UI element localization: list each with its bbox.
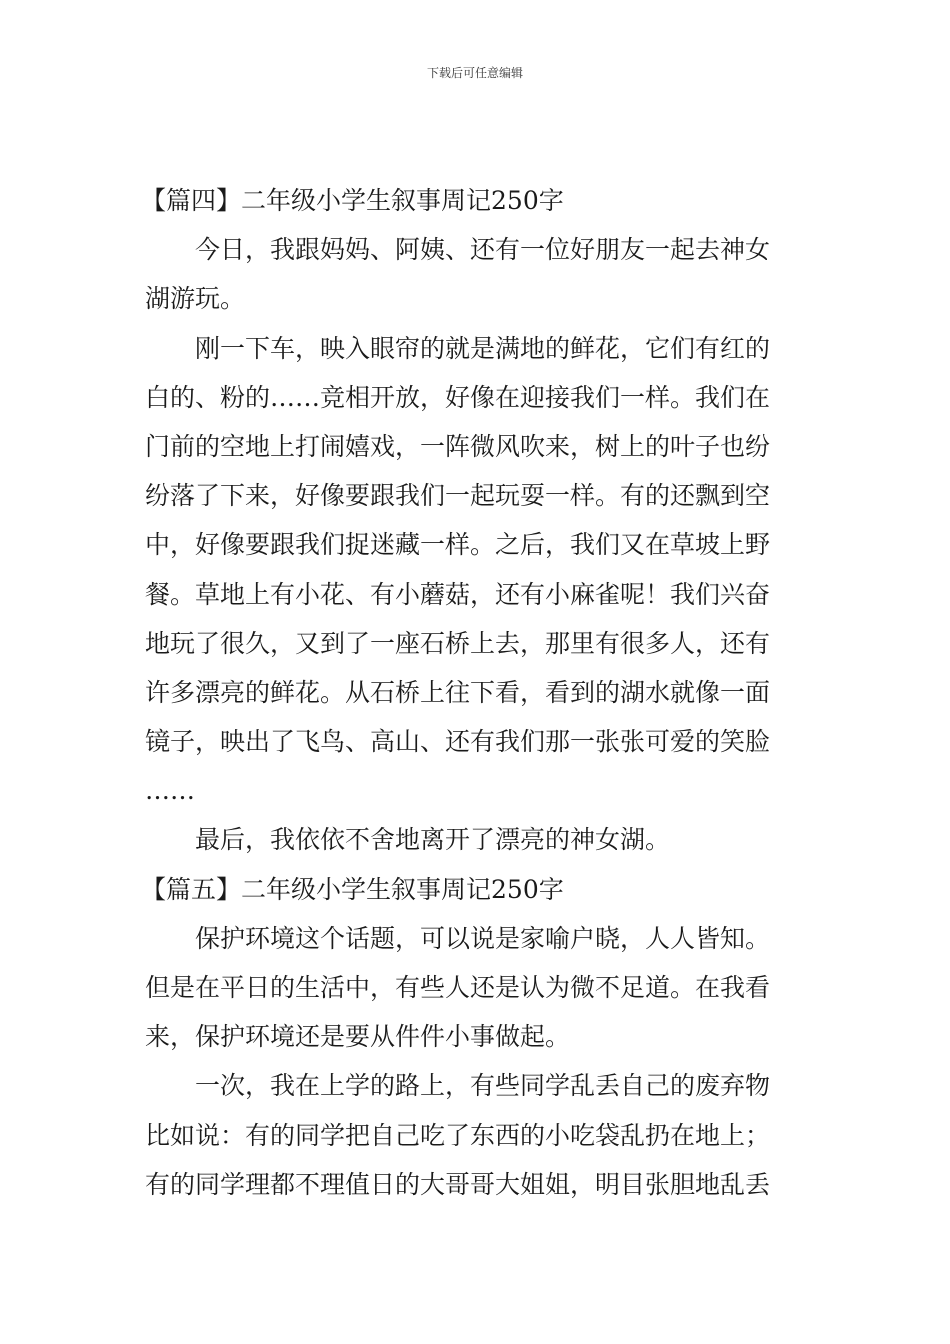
paragraph-line: 刚一下车，映入眼帘的就是满地的鲜花，它们有红的: [195, 333, 771, 363]
section-heading-4: 【篇四】二年级小学生叙事周记250字: [141, 186, 564, 215]
paragraph-line: 湖游玩。: [145, 284, 246, 314]
document-body: [141, 176, 810, 1209]
paragraph-line: 最后，我依依不舍地离开了漂亮的神女湖。: [195, 825, 671, 855]
paragraph-line: 地玩了很久，又到了一座石桥上去，那里有很多人，还有: [145, 628, 771, 658]
page-header-note: 下载后可任意编辑: [426, 66, 523, 80]
paragraph-line: 许多漂亮的鲜花。从石桥上往下看，看到的湖水就像一面: [145, 677, 771, 707]
paragraph-line: 今日，我跟妈妈、阿姨、还有一位好朋友一起去神女: [195, 235, 771, 265]
paragraph-line: 保护环境这个话题，可以说是家喻户晓，人人皆知。: [195, 923, 771, 953]
section-heading-5: 【篇五】二年级小学生叙事周记250字: [141, 874, 564, 904]
paragraph-line: 镜子，映出了飞鸟、高山、还有我们那一张张可爱的笑脸: [145, 727, 771, 757]
paragraph-line: ……: [145, 776, 195, 806]
paragraph-line: 来，保护环境还是要从件件小事做起。: [145, 1022, 571, 1052]
paragraph-line: 一次，我在上学的路上，有些同学乱丢自己的废弃物: [195, 1071, 771, 1101]
paragraph-line: 白的、粉的……竞相开放，好像在迎接我们一样。我们在: [145, 382, 771, 412]
paragraph-line: 纷落了下来，好像要跟我们一起玩耍一样。有的还飘到空: [145, 481, 771, 511]
paragraph-line: 餐。草地上有小花、有小蘑菇，还有小麻雀呢！我们兴奋: [145, 579, 771, 609]
paragraph-line: 中，好像要跟我们捉迷藏一样。之后，我们又在草坡上野: [145, 530, 771, 560]
paragraph-line: 门前的空地上打闹嬉戏，一阵微风吹来，树上的叶子也纷: [145, 431, 771, 461]
paragraph-line: 有的同学理都不理值日的大哥哥大姐姐，明目张胆地乱丢: [145, 1169, 771, 1199]
paragraph-line: 但是在平日的生活中，有些人还是认为微不足道。在我看: [145, 973, 771, 1002]
paragraph-line: 比如说：有的同学把自己吃了东西的小吃袋乱扔在地上；: [145, 1120, 771, 1150]
